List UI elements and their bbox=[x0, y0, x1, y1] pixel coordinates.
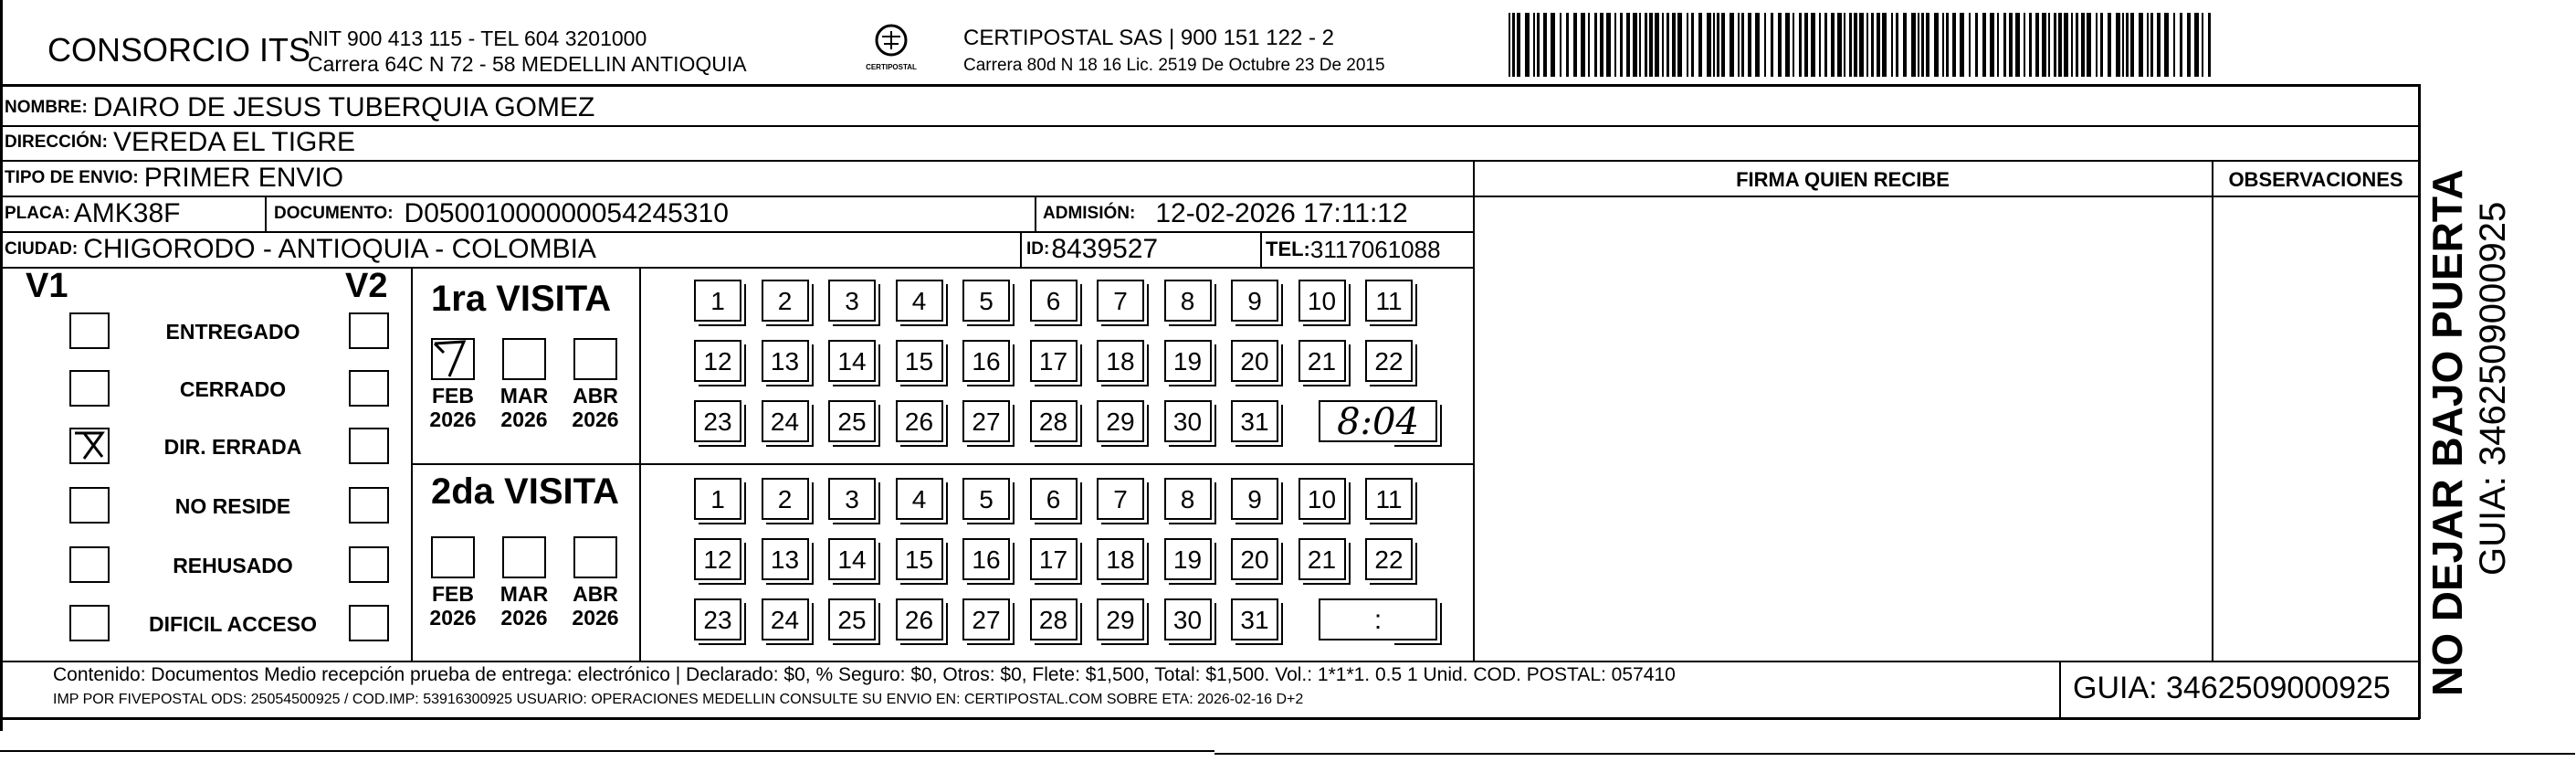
day-checkbox[interactable]: 16 bbox=[962, 340, 1010, 382]
nombre-label: NOMBRE: bbox=[5, 98, 88, 117]
day-checkbox[interactable]: 18 bbox=[1097, 340, 1144, 382]
barcode-bar bbox=[2076, 13, 2078, 77]
barcode-bar bbox=[2064, 13, 2068, 77]
day-checkbox[interactable]: 12 bbox=[694, 340, 741, 382]
day-checkbox[interactable]: 16 bbox=[962, 538, 1010, 580]
day-checkbox[interactable]: 9 bbox=[1231, 280, 1278, 322]
status-label: ENTREGADO bbox=[165, 320, 300, 344]
barcode-bar bbox=[1551, 13, 1555, 77]
footer-guia: GUIA: 3462509000925 bbox=[2073, 671, 2391, 705]
barcode-bar bbox=[1871, 13, 1874, 77]
barcode-bar bbox=[1849, 13, 1852, 77]
day-checkbox[interactable]: 27 bbox=[962, 598, 1010, 640]
barcode-bar bbox=[2164, 13, 2169, 77]
barcode-bar bbox=[1844, 13, 1845, 77]
barcode-bar bbox=[1738, 13, 1740, 77]
barcode-bar bbox=[1793, 13, 1794, 77]
tel-label: TEL: bbox=[1266, 238, 1310, 260]
day-checkbox[interactable]: 24 bbox=[762, 400, 809, 442]
day-checkbox[interactable]: 13 bbox=[762, 538, 809, 580]
day-checkbox[interactable]: 7 bbox=[1097, 280, 1144, 322]
barcode-bar bbox=[2087, 13, 2091, 77]
hour-field[interactable]: : bbox=[1319, 598, 1437, 640]
month-year: 2026 bbox=[500, 407, 548, 431]
day-checkbox[interactable]: 31 bbox=[1231, 400, 1278, 442]
day-checkbox[interactable]: 30 bbox=[1164, 598, 1212, 640]
barcode-bar bbox=[2048, 13, 2050, 77]
barcode-bar bbox=[1606, 13, 1611, 77]
status-label: NO RESIDE bbox=[174, 494, 291, 518]
day-checkbox[interactable]: 29 bbox=[1097, 598, 1144, 640]
tel-row bbox=[1266, 235, 1441, 264]
barcode-bar bbox=[2116, 13, 2120, 77]
barcode-bar bbox=[1730, 13, 1734, 77]
day-checkbox[interactable]: 6 bbox=[1030, 478, 1078, 520]
firma-label: FIRMA QUIEN RECIBE bbox=[1736, 168, 1950, 191]
barcode-bar bbox=[1537, 13, 1540, 77]
barcode-bar bbox=[1748, 13, 1751, 77]
ciudad-label: CIUDAD: bbox=[5, 239, 79, 259]
admision-value: 12-02-2026 17:11:12 bbox=[1155, 198, 1408, 228]
month-year: 2026 bbox=[429, 606, 477, 630]
barcode-bar bbox=[1755, 13, 1760, 77]
day-checkbox[interactable]: 28 bbox=[1030, 400, 1078, 442]
barcode-bar bbox=[2147, 13, 2149, 77]
hour-field[interactable]: 8:04 bbox=[1319, 400, 1437, 442]
barcode-bar bbox=[1525, 13, 1530, 77]
day-checkbox[interactable]: 11 bbox=[1365, 280, 1413, 322]
observaciones-label: OBSERVACIONES bbox=[2228, 168, 2403, 191]
barcode-bar bbox=[2108, 13, 2111, 77]
day-checkbox[interactable]: 13 bbox=[762, 340, 809, 382]
certipostal-line2: Carrera 80d N 18 16 Lic. 2519 De Octubre 23 De 2015 bbox=[963, 56, 1385, 75]
direccion-label: DIRECCIÓN: bbox=[5, 132, 108, 152]
barcode-bar bbox=[1837, 13, 1842, 77]
direccion-value: VEREDA EL TIGRE bbox=[112, 127, 356, 157]
v1-checkbox[interactable] bbox=[69, 546, 110, 583]
id-label: ID: bbox=[1026, 239, 1050, 259]
month-label bbox=[426, 582, 480, 630]
barcode-bar bbox=[1903, 13, 1907, 77]
direccion-row bbox=[5, 128, 355, 157]
barcode-bar bbox=[1831, 13, 1835, 77]
day-checkbox[interactable]: 11 bbox=[1365, 478, 1413, 520]
barcode-bar bbox=[1581, 13, 1585, 77]
barcode-bar bbox=[1934, 13, 1939, 77]
day-checkbox[interactable]: 3 bbox=[828, 478, 876, 520]
barcode-bar bbox=[2150, 13, 2153, 77]
day-checkbox[interactable]: 25 bbox=[828, 598, 876, 640]
barcode-graphic bbox=[1509, 13, 2212, 77]
barcode-bar bbox=[1811, 13, 1815, 77]
day-checkbox[interactable]: 21 bbox=[1299, 538, 1346, 580]
barcode-bar bbox=[1960, 13, 1964, 77]
barcode-bar bbox=[1691, 13, 1694, 77]
day-checkbox[interactable]: 26 bbox=[896, 400, 943, 442]
v1-header: V1 bbox=[26, 267, 68, 305]
barcode-bar bbox=[1877, 13, 1880, 77]
documento-row bbox=[274, 199, 729, 228]
ciudad-value: CHIGORODO - ANTIOQUIA - COLOMBIA bbox=[83, 234, 596, 264]
day-checkbox[interactable]: 9 bbox=[1231, 478, 1278, 520]
barcode-bar bbox=[2015, 13, 2020, 77]
day-checkbox[interactable]: 18 bbox=[1097, 538, 1144, 580]
scan-edge bbox=[0, 0, 3, 731]
v1-checkbox[interactable] bbox=[69, 487, 110, 524]
barcode-bar bbox=[1667, 13, 1669, 77]
barcode-bar bbox=[1896, 13, 1898, 77]
barcode-bar bbox=[1854, 13, 1857, 77]
v2-checkbox[interactable] bbox=[349, 487, 389, 524]
day-checkbox[interactable]: 23 bbox=[694, 400, 741, 442]
month-checkbox[interactable] bbox=[502, 536, 546, 578]
barcode-bar bbox=[1997, 13, 1999, 77]
barcode-bar bbox=[1717, 13, 1719, 77]
placa-value: AMK38F bbox=[73, 198, 181, 228]
documento-label: DOCUMENTO: bbox=[274, 204, 394, 223]
barcode-bar bbox=[1721, 13, 1725, 77]
barcode-bar bbox=[1672, 13, 1676, 77]
barcode-bar bbox=[1918, 13, 1919, 77]
barcode-bar bbox=[1707, 13, 1711, 77]
v1-checkbox[interactable] bbox=[69, 605, 110, 641]
month-label bbox=[568, 384, 623, 431]
day-checkbox[interactable]: 10 bbox=[1299, 280, 1346, 322]
admision-label: ADMISIÓN: bbox=[1043, 204, 1136, 223]
month-checkbox[interactable] bbox=[573, 338, 617, 380]
day-checkbox[interactable]: 14 bbox=[828, 340, 876, 382]
day-checkbox[interactable]: 31 bbox=[1231, 598, 1278, 640]
day-checkbox[interactable]: 29 bbox=[1097, 400, 1144, 442]
barcode-bar bbox=[2003, 13, 2006, 77]
day-checkbox[interactable]: 27 bbox=[962, 400, 1010, 442]
barcode-bar bbox=[1990, 13, 1994, 77]
month-checkbox[interactable] bbox=[431, 536, 475, 578]
v1-checkbox[interactable] bbox=[69, 428, 110, 464]
month-checkbox[interactable] bbox=[431, 338, 475, 380]
barcode-bar bbox=[1594, 13, 1597, 77]
status-label: REHUSADO bbox=[173, 554, 293, 577]
day-checkbox[interactable]: 5 bbox=[962, 280, 1010, 322]
barcode-bar bbox=[1687, 13, 1688, 77]
barcode-bar bbox=[1614, 13, 1616, 77]
day-checkbox[interactable]: 8 bbox=[1164, 280, 1212, 322]
barcode-bar bbox=[1600, 13, 1603, 77]
barcode-bar bbox=[2029, 13, 2032, 77]
barcode-bar bbox=[2139, 13, 2143, 77]
day-checkbox[interactable]: 4 bbox=[896, 478, 943, 520]
month-name: ABR bbox=[573, 384, 618, 407]
barcode-bar bbox=[1645, 13, 1647, 77]
barcode-bar bbox=[2042, 13, 2046, 77]
day-checkbox[interactable]: 15 bbox=[896, 340, 943, 382]
barcode-bar bbox=[2126, 13, 2129, 77]
v2-checkbox[interactable] bbox=[349, 428, 389, 464]
barcode-bar bbox=[1969, 13, 1971, 77]
v2-checkbox[interactable] bbox=[349, 546, 389, 583]
barcode-bar bbox=[1824, 13, 1827, 77]
check-mark-icon bbox=[71, 429, 108, 462]
month-label bbox=[497, 384, 552, 431]
day-checkbox[interactable]: 6 bbox=[1030, 280, 1078, 322]
barcode-bar bbox=[1566, 13, 1569, 77]
postal-logo-icon bbox=[871, 22, 911, 58]
day-checkbox[interactable]: 2 bbox=[762, 478, 809, 520]
barcode-bar bbox=[2071, 13, 2073, 77]
v2-header: V2 bbox=[345, 267, 388, 305]
barcode-bar bbox=[1741, 13, 1744, 77]
barcode-bar bbox=[1866, 13, 1868, 77]
barcode-bar bbox=[1560, 13, 1561, 77]
month-year: 2026 bbox=[500, 606, 548, 630]
barcode-bar bbox=[1778, 13, 1782, 77]
barcode-bar bbox=[1517, 13, 1520, 77]
status-label: CERRADO bbox=[179, 377, 287, 401]
day-checkbox[interactable]: 23 bbox=[694, 598, 741, 640]
footer-imp: IMP POR FIVEPOSTAL ODS: 25054500925 / COD.IMP: 53916300925 USUARIO: OPERACIONES MEDELLIN CONSULTE SU ENVIO EN: CERTIPOSTAL.COM SOBRE ETA: 2026-02-16 D+2 bbox=[53, 692, 1304, 707]
day-checkbox[interactable]: 2 bbox=[762, 280, 809, 322]
barcode-bar bbox=[1819, 13, 1821, 77]
barcode-bar bbox=[2058, 13, 2062, 77]
side-guia-text: GUIA: 3462509000925 bbox=[2473, 201, 2513, 576]
visit2-title: 2da VISITA bbox=[431, 471, 619, 512]
day-checkbox[interactable]: 26 bbox=[896, 598, 943, 640]
barcode-bar bbox=[1677, 13, 1682, 77]
day-checkbox[interactable]: 17 bbox=[1030, 538, 1078, 580]
v1-checkbox[interactable] bbox=[69, 312, 110, 349]
barcode-bar bbox=[1911, 13, 1916, 77]
day-checkbox[interactable]: 7 bbox=[1097, 478, 1144, 520]
id-row bbox=[1026, 235, 1158, 264]
certipostal-line1: CERTIPOSTAL SAS | 900 151 122 - 2 bbox=[963, 26, 1334, 50]
barcode-bar bbox=[1633, 13, 1637, 77]
certipostal-logo bbox=[858, 22, 924, 71]
v2-checkbox[interactable] bbox=[349, 370, 389, 407]
barcode-bar bbox=[2194, 13, 2199, 77]
day-checkbox[interactable]: 8 bbox=[1164, 478, 1212, 520]
barcode-bar bbox=[2208, 13, 2211, 77]
barcode-bar bbox=[1509, 13, 1510, 77]
barcode-bar bbox=[1662, 13, 1664, 77]
visit1-title: 1ra VISITA bbox=[431, 279, 612, 319]
day-checkbox[interactable]: 24 bbox=[762, 598, 809, 640]
day-checkbox[interactable]: 14 bbox=[828, 538, 876, 580]
documento-value: D05001000000054245310 bbox=[404, 198, 729, 228]
month-year: 2026 bbox=[429, 407, 477, 431]
day-checkbox[interactable]: 25 bbox=[828, 400, 876, 442]
day-checkbox[interactable]: 28 bbox=[1030, 598, 1078, 640]
barcode-bar bbox=[2202, 13, 2203, 77]
barcode-bar bbox=[2157, 13, 2161, 77]
barcode-bar bbox=[1533, 13, 1535, 77]
barcode-bar bbox=[1543, 13, 1547, 77]
day-checkbox[interactable]: 1 bbox=[694, 280, 741, 322]
barcode-bar bbox=[2054, 13, 2056, 77]
placa-label: PLACA: bbox=[5, 204, 70, 223]
day-checkbox[interactable]: 20 bbox=[1231, 538, 1278, 580]
barcode-bar bbox=[1926, 13, 1929, 77]
barcode bbox=[1509, 13, 2212, 81]
day-checkbox[interactable]: 21 bbox=[1299, 340, 1346, 382]
barcode-bar bbox=[1620, 13, 1623, 77]
barcode-bar bbox=[1639, 13, 1641, 77]
barcode-bar bbox=[1655, 13, 1659, 77]
barcode-bar bbox=[1859, 13, 1864, 77]
month-label bbox=[568, 582, 623, 630]
barcode-bar bbox=[1764, 13, 1766, 77]
v1-checkbox[interactable] bbox=[69, 370, 110, 407]
side-text bbox=[2422, 64, 2568, 704]
tipo-row bbox=[5, 164, 343, 193]
barcode-bar bbox=[1588, 13, 1590, 77]
day-checkbox[interactable]: 12 bbox=[694, 538, 741, 580]
day-checkbox[interactable]: 1 bbox=[694, 478, 741, 520]
barcode-bar bbox=[1882, 13, 1887, 77]
barcode-bar bbox=[1713, 13, 1715, 77]
footer-contenido: Contenido: Documentos Medio recepción prueba de entrega: electrónico | Declarado: $0, % Seguro: $0, Otros: $0, Flete: $1,500, Total: $1,500. Vol.: 1*1*1. 0.5 1 Unid. COD. POSTAL: 057410 bbox=[53, 664, 1676, 685]
barcode-bar bbox=[1946, 13, 1949, 77]
nombre-row bbox=[5, 93, 594, 122]
v2-checkbox[interactable] bbox=[349, 605, 389, 641]
company-name: CONSORCIO ITS bbox=[47, 31, 311, 69]
status-label: DIR. ERRADA bbox=[163, 435, 302, 459]
barcode-bar bbox=[2187, 13, 2191, 77]
barcode-bar bbox=[2173, 13, 2175, 77]
barcode-bar bbox=[2009, 13, 2013, 77]
month-name: FEB bbox=[432, 582, 474, 606]
barcode-bar bbox=[2096, 13, 2098, 77]
handwritten-mark bbox=[433, 340, 475, 380]
placa-row bbox=[5, 199, 181, 228]
logo-text: CERTIPOSTAL bbox=[866, 63, 917, 71]
status-label: DIFICIL ACCESO bbox=[148, 612, 317, 636]
day-checkbox[interactable]: 17 bbox=[1030, 340, 1078, 382]
month-label bbox=[426, 384, 480, 431]
day-checkbox[interactable]: 22 bbox=[1365, 340, 1413, 382]
barcode-bar bbox=[2024, 13, 2025, 77]
barcode-bar bbox=[2122, 13, 2124, 77]
barcode-bar bbox=[1573, 13, 1577, 77]
barcode-bar bbox=[1771, 13, 1773, 77]
day-checkbox[interactable]: 19 bbox=[1164, 538, 1212, 580]
barcode-bar bbox=[1921, 13, 1924, 77]
barcode-bar bbox=[2100, 13, 2103, 77]
barcode-bar bbox=[1649, 13, 1653, 77]
barcode-bar bbox=[2035, 13, 2039, 77]
tel-value: 3117061088 bbox=[1309, 235, 1441, 263]
company-address: Carrera 64C N 72 - 58 MEDELLIN ANTIOQUIA bbox=[308, 52, 747, 76]
day-checkbox[interactable]: 3 bbox=[828, 280, 876, 322]
month-label bbox=[497, 582, 552, 630]
barcode-bar bbox=[1891, 13, 1893, 77]
month-name: FEB bbox=[432, 384, 474, 407]
barcode-bar bbox=[1785, 13, 1790, 77]
month-name: ABR bbox=[573, 582, 618, 606]
barcode-bar bbox=[1512, 13, 1515, 77]
month-checkbox[interactable] bbox=[502, 338, 546, 380]
month-year: 2026 bbox=[572, 407, 619, 431]
barcode-bar bbox=[1626, 13, 1630, 77]
month-year: 2026 bbox=[572, 606, 619, 630]
barcode-bar bbox=[1982, 13, 1986, 77]
month-checkbox[interactable] bbox=[573, 536, 617, 578]
barcode-bar bbox=[1804, 13, 1808, 77]
no-dejar-text: NO DEJAR BAJO PUERTA bbox=[2424, 169, 2471, 696]
day-checkbox[interactable]: 15 bbox=[896, 538, 943, 580]
barcode-bar bbox=[2180, 13, 2182, 77]
day-checkbox[interactable]: 5 bbox=[962, 478, 1010, 520]
company-nit: NIT 900 413 115 - TEL 604 3201000 bbox=[308, 26, 647, 50]
v2-checkbox[interactable] bbox=[349, 312, 389, 349]
id-value: 8439527 bbox=[1051, 234, 1159, 264]
barcode-bar bbox=[1942, 13, 1944, 77]
tipo-value: PRIMER ENVIO bbox=[143, 163, 344, 193]
month-name: MAR bbox=[499, 582, 549, 606]
barcode-bar bbox=[2081, 13, 2085, 77]
day-checkbox[interactable]: 10 bbox=[1299, 478, 1346, 520]
barcode-bar bbox=[1799, 13, 1802, 77]
admision-row bbox=[1043, 199, 1408, 228]
barcode-bar bbox=[2130, 13, 2134, 77]
day-checkbox[interactable]: 4 bbox=[896, 280, 943, 322]
barcode-bar bbox=[1698, 13, 1702, 77]
day-checkbox[interactable]: 19 bbox=[1164, 340, 1212, 382]
day-checkbox[interactable]: 20 bbox=[1231, 340, 1278, 382]
ciudad-row bbox=[5, 235, 596, 264]
barcode-bar bbox=[1975, 13, 1978, 77]
barcode-bar bbox=[1952, 13, 1956, 77]
nombre-value: DAIRO DE JESUS TUBERQUIA GOMEZ bbox=[92, 92, 595, 122]
day-checkbox[interactable]: 22 bbox=[1365, 538, 1413, 580]
day-checkbox[interactable]: 30 bbox=[1164, 400, 1212, 442]
month-name: MAR bbox=[499, 384, 549, 407]
tipo-label: TIPO DE ENVIO: bbox=[5, 168, 139, 187]
